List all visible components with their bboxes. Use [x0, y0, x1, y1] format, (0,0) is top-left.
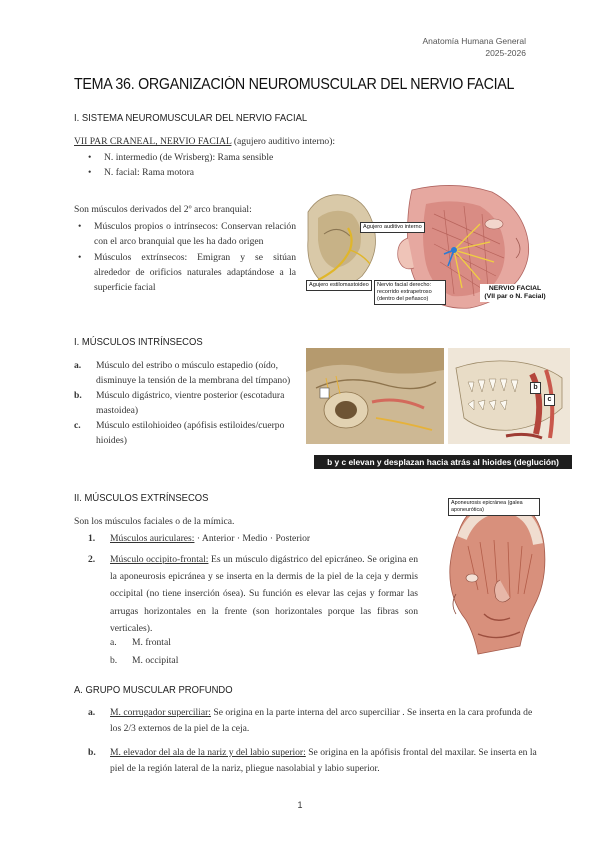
arch-intro: Son músculos derivados del 2º arco branquial: — [74, 204, 252, 215]
list-marker: a. — [74, 360, 82, 371]
section-heading-intrinsic: I. MÚSCULOS INTRÍNSECOS — [74, 336, 203, 348]
list-marker: c. — [74, 420, 81, 431]
list-item: • N. facial: Rama motora — [74, 165, 334, 180]
list-marker: 2. — [88, 554, 96, 565]
nerve-list — [74, 150, 334, 180]
label-stylomastoid: Agujero estilomastoideo — [306, 280, 372, 291]
label-aponeurosis: Aponeurosis epicránea (galea aponeurótica) — [448, 498, 540, 516]
list-title: M. elevador del ala de la nariz y del labio superior: — [110, 747, 306, 758]
figure-mark-c: c — [544, 394, 555, 406]
head-muscles-figure — [438, 494, 550, 662]
list-item: • Músculos extrínsecos: Emigran y se sitúan alrededor de orificios naturales adaptándose a la superficie facial — [74, 250, 296, 295]
course-header — [423, 35, 526, 59]
list-marker: b. — [74, 390, 82, 401]
page-number: 1 — [297, 800, 303, 810]
list-item — [74, 388, 294, 418]
list-item — [110, 634, 310, 652]
list-item — [88, 745, 538, 777]
list-item — [88, 551, 418, 637]
nerve-paragraph — [74, 134, 374, 149]
deep-group-list — [88, 705, 538, 777]
list-item — [88, 531, 418, 546]
label-internal-meatus: Agujero auditivo interno — [360, 222, 425, 233]
page-title: TEMA 36. ORGANIZACIÓN NEUROMUSCULAR DEL NERVIO FACIAL — [74, 76, 515, 93]
label-nerve-course: Nervio facial derecho: recorrido extrapetroso (dentro del peñasco) — [374, 280, 446, 305]
list-title: Músculos auriculares: — [110, 533, 195, 544]
nerve-note: (agujero auditivo interno): — [231, 136, 336, 147]
list-text: Se origina en la parte interna del arco superciliar . Se inserta en la cara profunda de los 2/3 externos de la piel de la ceja. — [110, 707, 533, 734]
list-text: Es un músculo digástrico del epicráneo. Se origina en la aponeurosis epicránea y se inserta en la dermis de la piel de la ceja y dermis occipital (no tiene inserción ósea). Su función es elevar las cejas y formar las arrugas horizontales en la frente (son horizontales porque las fibras son verticales). — [110, 554, 418, 634]
intrinsic-muscles-figure — [306, 348, 570, 444]
label-facial-nerve-main: NERVIO FACIAL — [488, 285, 542, 292]
list-marker: b. — [88, 747, 96, 758]
list-text: Se origina en la apófisis frontal del maxilar. Se inserta en la piel de la región lateral de la nariz, pliegue nasolabial y labio superior. — [110, 747, 537, 774]
section-heading-deep-group: A. GRUPO MUSCULAR PROFUNDO — [74, 684, 233, 696]
arch-list — [74, 219, 296, 295]
list-title: M. corrugador superciliar: — [110, 707, 211, 718]
course-name: Anatomía Humana General — [422, 36, 526, 46]
list-text: Músculo estilohioideo (apófisis estiloides/cuerpo hioides) — [96, 420, 285, 446]
list-text: Músculo del estribo o músculo estapedio (oído, disminuye la tensión de la membrana del tímpano) — [96, 360, 291, 386]
course-year: 2025-2026 — [485, 48, 526, 58]
list-marker: 1. — [88, 533, 96, 544]
section-heading-extrinsic: II. MÚSCULOS EXTRÍNSECOS — [74, 492, 209, 504]
label-facial-nerve — [480, 284, 550, 302]
head-muscles-illustration — [438, 494, 550, 662]
list-marker: a. — [88, 707, 96, 718]
nerve-title: VII PAR CRANEAL, NERVIO FACIAL — [74, 136, 232, 147]
list-text: Músculo digástrico, vientre posterior (escotadura mastoidea) — [96, 390, 285, 416]
list-item — [74, 358, 294, 388]
intrinsic-muscles-illustration — [306, 348, 570, 444]
label-facial-nerve-sub: (VII par o N. Facial) — [484, 293, 546, 300]
extrinsic-intro: Son los músculos faciales o de la mímica. — [74, 516, 235, 527]
list-text: M. occipital — [132, 655, 179, 666]
figure-mark-b: b — [530, 382, 541, 394]
section-heading-neuromuscular: I. SISTEMA NEUROMUSCULAR DEL NERVIO FACIAL — [74, 112, 308, 124]
list-item: • Músculos propios o intrínsecos: Conservan relación con el arco branquial que les ha dado origen — [74, 219, 296, 249]
extrinsic-item-auricular — [88, 531, 418, 546]
list-title: Músculo occipito-frontal: — [110, 554, 209, 565]
occipitofrontal-sub-list — [110, 634, 310, 670]
intrinsic-list — [74, 358, 294, 448]
list-item: • N. intermedio (de Wrisberg): Rama sensible — [74, 150, 334, 165]
list-item — [110, 652, 310, 670]
extrinsic-item-occipitofrontal — [88, 551, 418, 637]
list-text: M. frontal — [132, 637, 171, 648]
list-marker: a. — [110, 637, 117, 648]
list-marker: b. — [110, 655, 118, 666]
intrinsic-figure-caption: b y c elevan y desplazan hacia atrás al hioides (deglución) — [314, 455, 572, 469]
list-item — [88, 705, 538, 737]
list-text: · Anterior · Medio · Posterior — [194, 533, 311, 544]
facial-nerve-figure — [304, 184, 550, 314]
list-item — [74, 418, 294, 448]
